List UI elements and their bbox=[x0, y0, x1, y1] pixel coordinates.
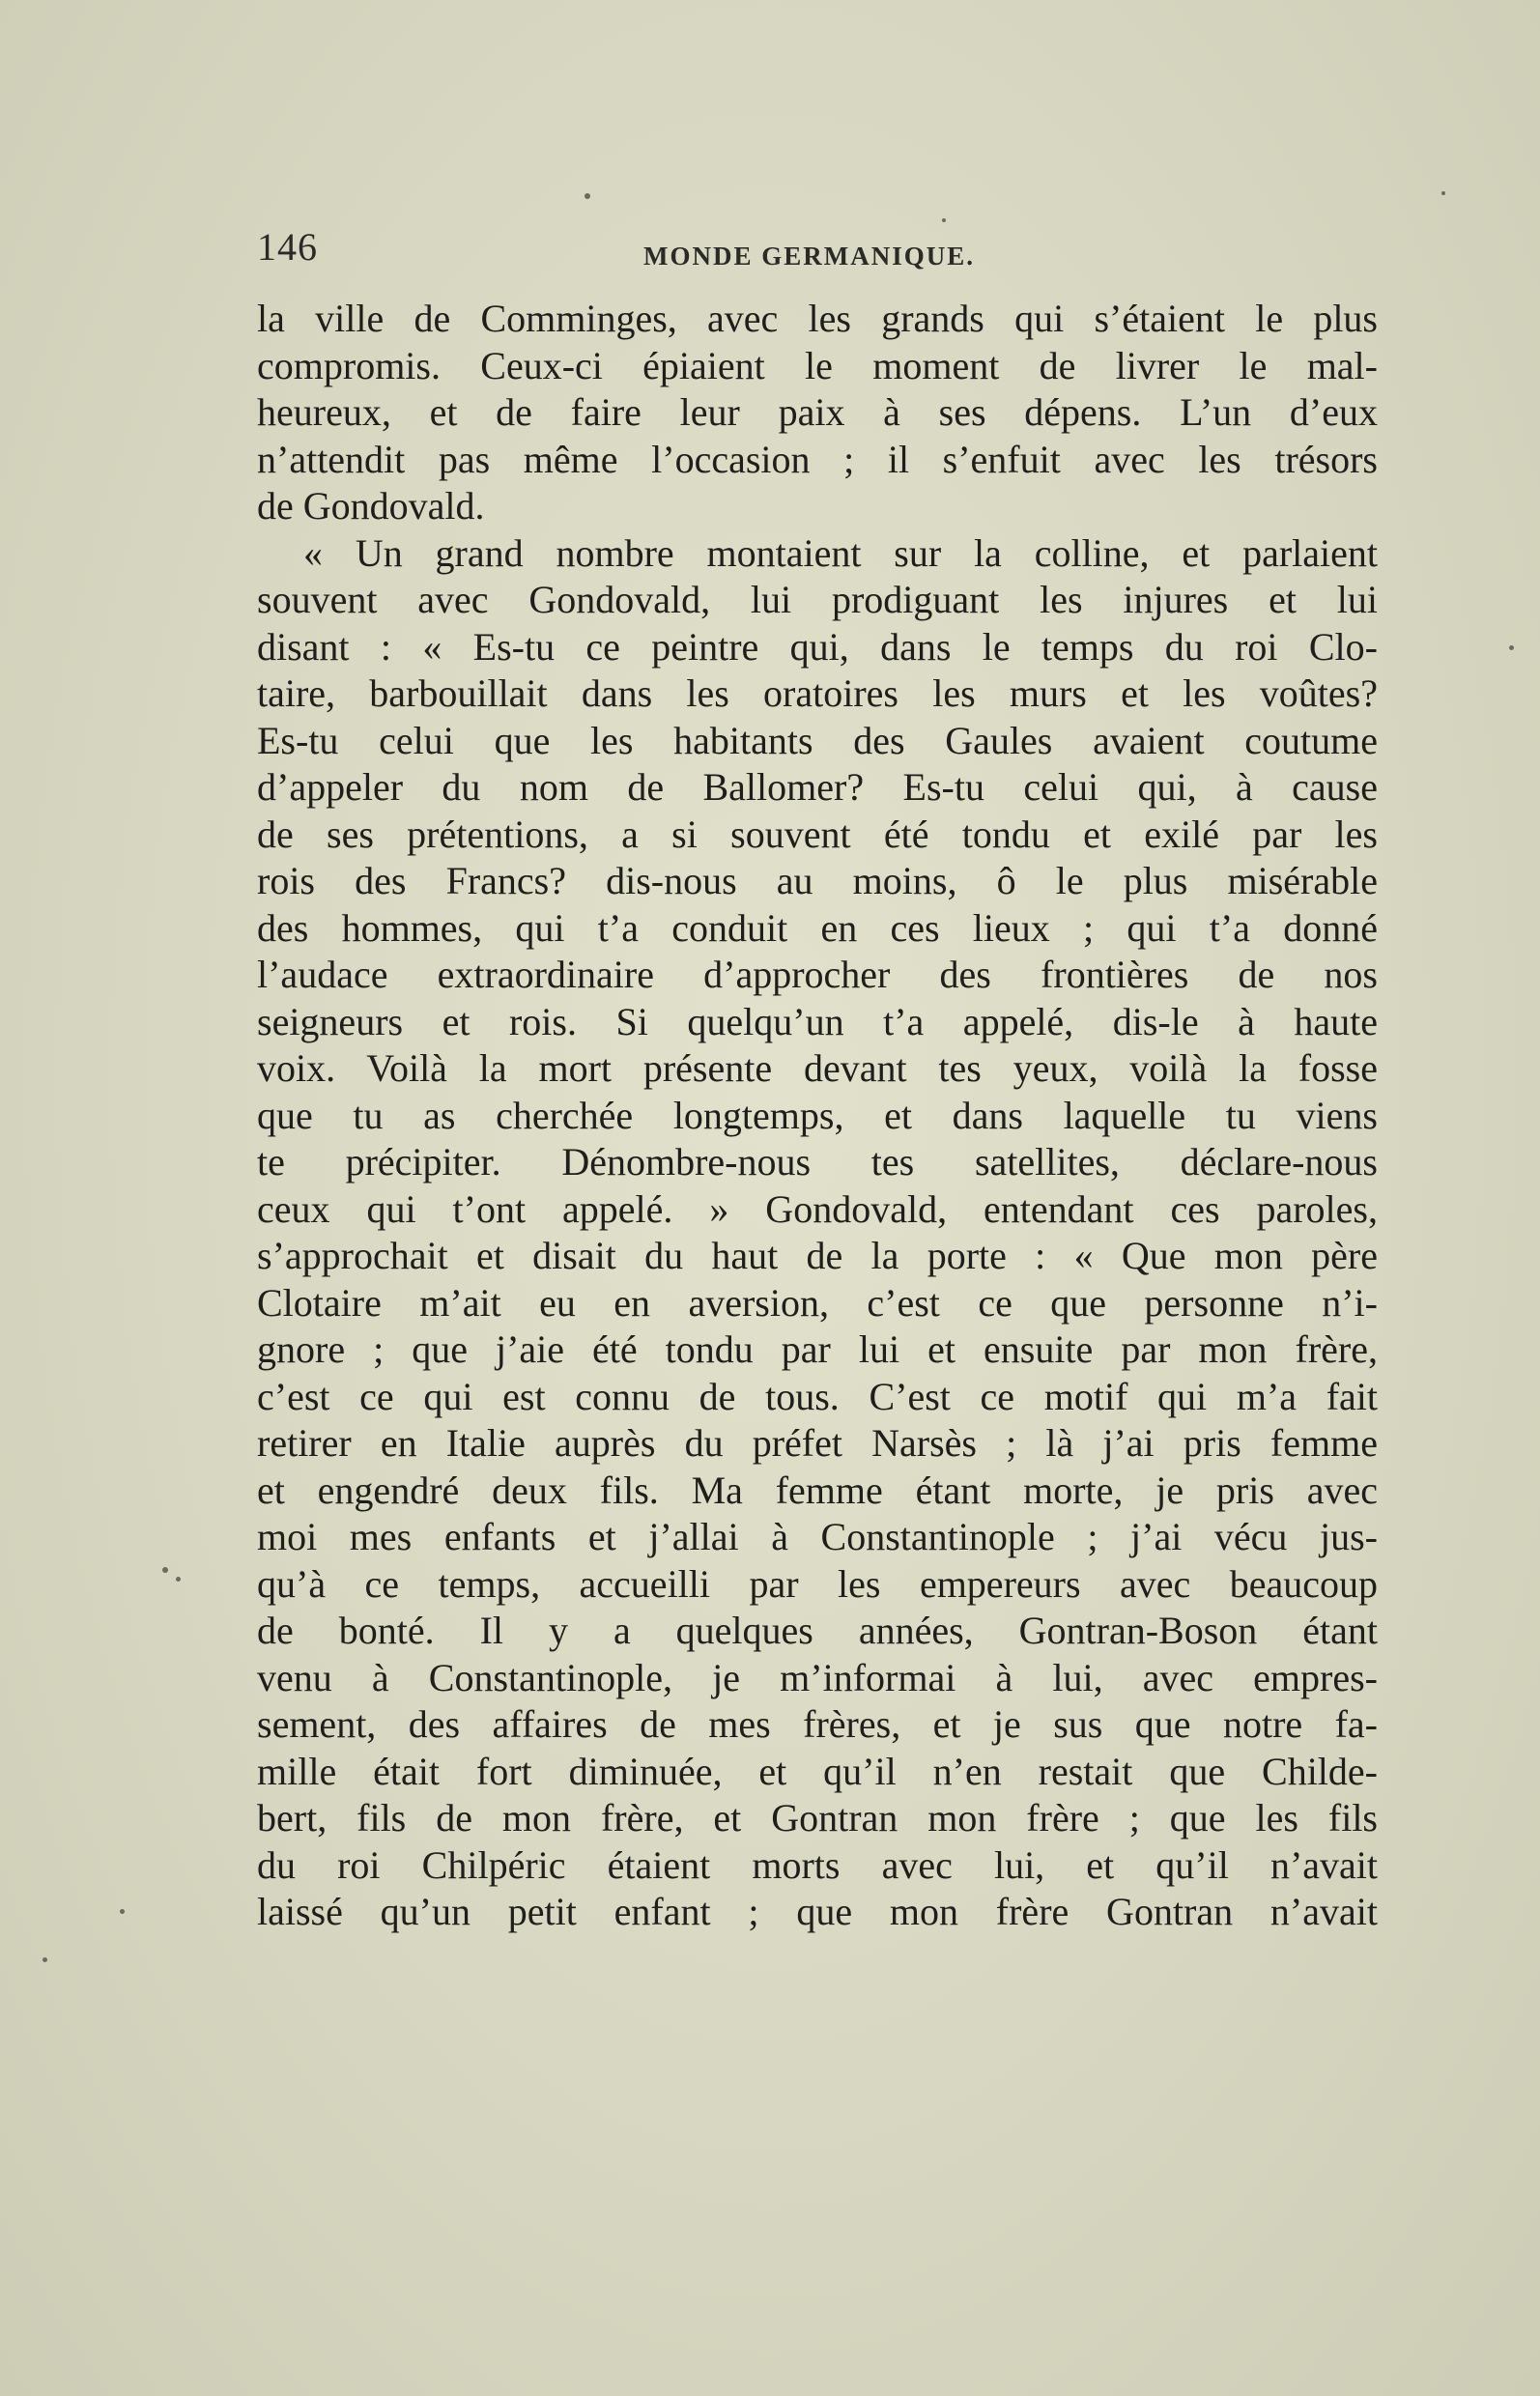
page-speck bbox=[120, 1909, 125, 1914]
page-speck bbox=[1509, 645, 1514, 650]
body-text bbox=[257, 296, 1378, 1936]
text-line: s’approchait et disait du haut de la porte : « Que mon père bbox=[257, 1234, 1378, 1277]
text-line: Es-tu celui que les habitants des Gaules avaient coutume bbox=[257, 718, 1378, 762]
text-line: sement, des affaires de mes frères, et je sus que notre fa- bbox=[257, 1702, 1378, 1746]
text-line: qu’à ce temps, accueilli par les empereurs avec beaucoup bbox=[257, 1561, 1378, 1606]
page-speck bbox=[162, 1567, 168, 1573]
page-speck bbox=[942, 218, 946, 222]
text-line: retirer en Italie auprès du préfet Narsès ; là j’ai pris femme bbox=[257, 1421, 1378, 1465]
text-line: d’appeler du nom de Ballomer? Es-tu celui qui, à cause bbox=[257, 765, 1378, 809]
text-line: de bonté. Il y a quelques années, Gontran-Boson étant bbox=[257, 1609, 1378, 1652]
page-speck bbox=[43, 1957, 47, 1962]
text-line: ceux qui t’ont appelé. » Gondovald, entendant ces paroles, bbox=[257, 1186, 1378, 1231]
page-speck bbox=[585, 193, 590, 199]
text-line: disant : « Es-tu ce peintre qui, dans le temps du roi Clo- bbox=[257, 624, 1378, 669]
text-line: compromis. Ceux-ci épiaient le moment de livrer le mal- bbox=[257, 343, 1378, 387]
text-line: heureux, et de faire leur paix à ses dépens. L’un d’eux bbox=[257, 390, 1378, 434]
text-line: Clotaire m’ait eu en aversion, c’est ce que personne n’i- bbox=[257, 1280, 1378, 1325]
text-line: mille était fort diminuée, et qu’il n’en restait que Childe- bbox=[257, 1749, 1378, 1793]
text-line: l’audace extraordinaire d’approcher des frontières de nos bbox=[257, 953, 1378, 996]
page-header bbox=[257, 224, 1378, 282]
text-line: c’est ce qui est connu de tous. C’est ce motif qui m’a fait bbox=[257, 1374, 1378, 1418]
text-line: laissé qu’un petit enfant ; que mon frère Gontran n’avait bbox=[257, 1890, 1378, 1933]
text-line: bert, fils de mon frère, et Gontran mon frère ; que les fils bbox=[257, 1796, 1378, 1840]
running-title: MONDE GERMANIQUE. bbox=[643, 242, 975, 271]
text-line: des hommes, qui t’a conduit en ces lieux ; qui t’a donné bbox=[257, 905, 1378, 950]
text-line: seigneurs et rois. Si quelqu’un t’a appelé, dis-le à haute bbox=[257, 999, 1378, 1043]
page-speck bbox=[1441, 191, 1445, 195]
text-line: te précipiter. Dénombre-nous tes satellites, déclare-nous bbox=[257, 1140, 1378, 1184]
text-line: la ville de Comminges, avec les grands qui s’étaient le plus bbox=[257, 297, 1378, 340]
text-line: « Un grand nombre montaient sur la colline, et parlaient bbox=[303, 530, 1378, 575]
text-line: n’attendit pas même l’occasion ; il s’enfuit avec les trésors bbox=[257, 437, 1378, 481]
text-line: venu à Constantinople, je m’informai à lui, avec empres- bbox=[257, 1655, 1378, 1699]
page-number: 146 bbox=[257, 225, 318, 269]
text-line: voix. Voilà la mort présente devant tes yeux, voilà la fosse bbox=[257, 1046, 1378, 1090]
text-line: moi mes enfants et j’allai à Constantinople ; j’ai vécu jus- bbox=[257, 1515, 1378, 1558]
text-line: souvent avec Gondovald, lui prodiguant les injures et lui bbox=[257, 578, 1378, 621]
page-speck bbox=[176, 1577, 181, 1582]
text-line: et engendré deux fils. Ma femme étant morte, je pris avec bbox=[257, 1468, 1378, 1512]
text-line: du roi Chilpéric étaient morts avec lui, et qu’il n’avait bbox=[257, 1842, 1378, 1887]
text-line: gnore ; que j’aie été tondu par lui et ensuite par mon frère, bbox=[257, 1327, 1378, 1371]
text-line: de Gondovald. bbox=[257, 484, 485, 528]
text-line: taire, barbouillait dans les oratoires les murs et les voûtes? bbox=[257, 671, 1378, 715]
text-line: rois des Francs? dis-nous au moins, ô le plus misérable bbox=[257, 859, 1378, 902]
text-line: que tu as cherchée longtemps, et dans laquelle tu viens bbox=[257, 1093, 1378, 1137]
text-line: de ses prétentions, a si souvent été tondu et exilé par les bbox=[257, 812, 1378, 856]
